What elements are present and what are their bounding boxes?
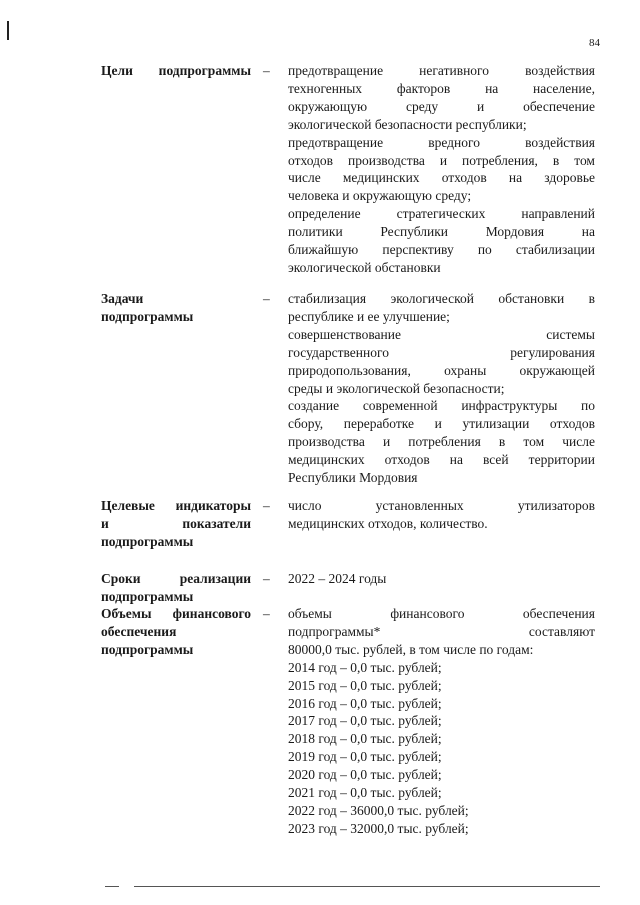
section-content bbox=[288, 290, 595, 487]
section-label bbox=[101, 497, 251, 551]
content-line: предотвращение негативного воздействия bbox=[288, 63, 595, 78]
margin-mark bbox=[7, 21, 9, 40]
dash-separator: – bbox=[263, 498, 270, 513]
section-content bbox=[288, 62, 595, 277]
content-line: 2019 год – 0,0 тыс. рублей; bbox=[288, 749, 442, 765]
content-line: 80000,0 тыс. рублей, в том числе по годам: bbox=[288, 641, 534, 657]
content-line: человека и окружающую среду; bbox=[288, 188, 472, 204]
content-line: совершенствование системы bbox=[288, 326, 595, 342]
content-line: 2022 – 2024 годы bbox=[288, 571, 387, 586]
content-line: политики Республики Мордовия на bbox=[288, 224, 595, 240]
section-content bbox=[288, 497, 595, 533]
content-line: создание современной инфраструктуры по bbox=[288, 398, 595, 414]
content-line: Республики Мордовия bbox=[288, 470, 418, 486]
label-line: подпрограммы bbox=[101, 589, 194, 604]
content-line: 2015 год – 0,0 тыс. рублей; bbox=[288, 677, 442, 693]
content-line: подпрограммы* составляют bbox=[288, 623, 595, 639]
content-line: отходов производства и потребления, в том bbox=[288, 152, 595, 168]
label-line: Сроки реализации bbox=[101, 571, 251, 586]
dash-separator: – bbox=[263, 571, 270, 586]
label-line: Цели подпрограммы bbox=[101, 63, 251, 78]
content-line: окружающую среду и обеспечение bbox=[288, 98, 595, 114]
dash-separator: – bbox=[263, 63, 270, 78]
content-line: определение стратегических направлений bbox=[288, 206, 595, 222]
content-line: предотвращение вредного воздействия bbox=[288, 134, 595, 150]
section-label bbox=[101, 605, 251, 659]
label-line: и показатели bbox=[101, 516, 251, 531]
content-line: сбору, переработке и утилизации отходов bbox=[288, 416, 595, 432]
content-line: объемы финансового обеспечения bbox=[288, 606, 595, 621]
content-line: техногенных факторов на население, bbox=[288, 80, 595, 96]
label-line: подпрограммы bbox=[101, 309, 194, 324]
content-line: производства и потребления в том числе bbox=[288, 434, 595, 450]
content-line: 2020 год – 0,0 тыс. рублей; bbox=[288, 767, 442, 783]
label-line: подпрограммы bbox=[101, 534, 194, 549]
content-line: республике и ее улучшение; bbox=[288, 308, 450, 324]
footer-rule-short bbox=[105, 886, 119, 887]
label-line: подпрограммы bbox=[101, 642, 194, 657]
section-label bbox=[101, 62, 251, 80]
content-line: среды и экологической безопасности; bbox=[288, 380, 505, 396]
content-line: ближайшую перспективу по стабилизации bbox=[288, 242, 595, 258]
content-line: числе медицинских отходов на здоровье bbox=[288, 170, 595, 186]
label-line: Объемы финансового bbox=[101, 606, 251, 621]
content-line: 2018 год – 0,0 тыс. рублей; bbox=[288, 731, 442, 747]
section-label bbox=[101, 290, 251, 326]
section-content bbox=[288, 605, 595, 838]
content-line: государственного регулирования bbox=[288, 344, 595, 360]
content-line: число установленных утилизаторов bbox=[288, 498, 595, 513]
content-line: 2023 год – 32000,0 тыс. рублей; bbox=[288, 820, 469, 836]
content-line: 2017 год – 0,0 тыс. рублей; bbox=[288, 713, 442, 729]
content-line: 2022 год – 36000,0 тыс. рублей; bbox=[288, 802, 469, 818]
content-line: природопользования, охраны окружающей bbox=[288, 362, 595, 378]
section-label bbox=[101, 570, 251, 606]
content-line: медицинских отходов, количество. bbox=[288, 515, 488, 531]
footer-rule bbox=[134, 886, 600, 887]
content-line: 2014 год – 0,0 тыс. рублей; bbox=[288, 659, 442, 675]
dash-separator: – bbox=[263, 606, 270, 621]
dash-separator: – bbox=[263, 291, 270, 306]
content-line: 2021 год – 0,0 тыс. рублей; bbox=[288, 785, 442, 801]
section-content bbox=[288, 570, 595, 588]
label-line: Целевые индикаторы bbox=[101, 498, 251, 513]
label-line: обеспечения bbox=[101, 624, 177, 639]
content-line: экологической безопасности республики; bbox=[288, 116, 527, 132]
content-line: экологической обстановки bbox=[288, 259, 441, 275]
label-line: Задачи bbox=[101, 291, 144, 306]
content-line: стабилизация экологической обстановки в bbox=[288, 291, 595, 306]
content-line: 2016 год – 0,0 тыс. рублей; bbox=[288, 695, 442, 711]
content-line: медицинских отходов на всей территории bbox=[288, 452, 595, 468]
page-number: 84 bbox=[589, 37, 600, 49]
